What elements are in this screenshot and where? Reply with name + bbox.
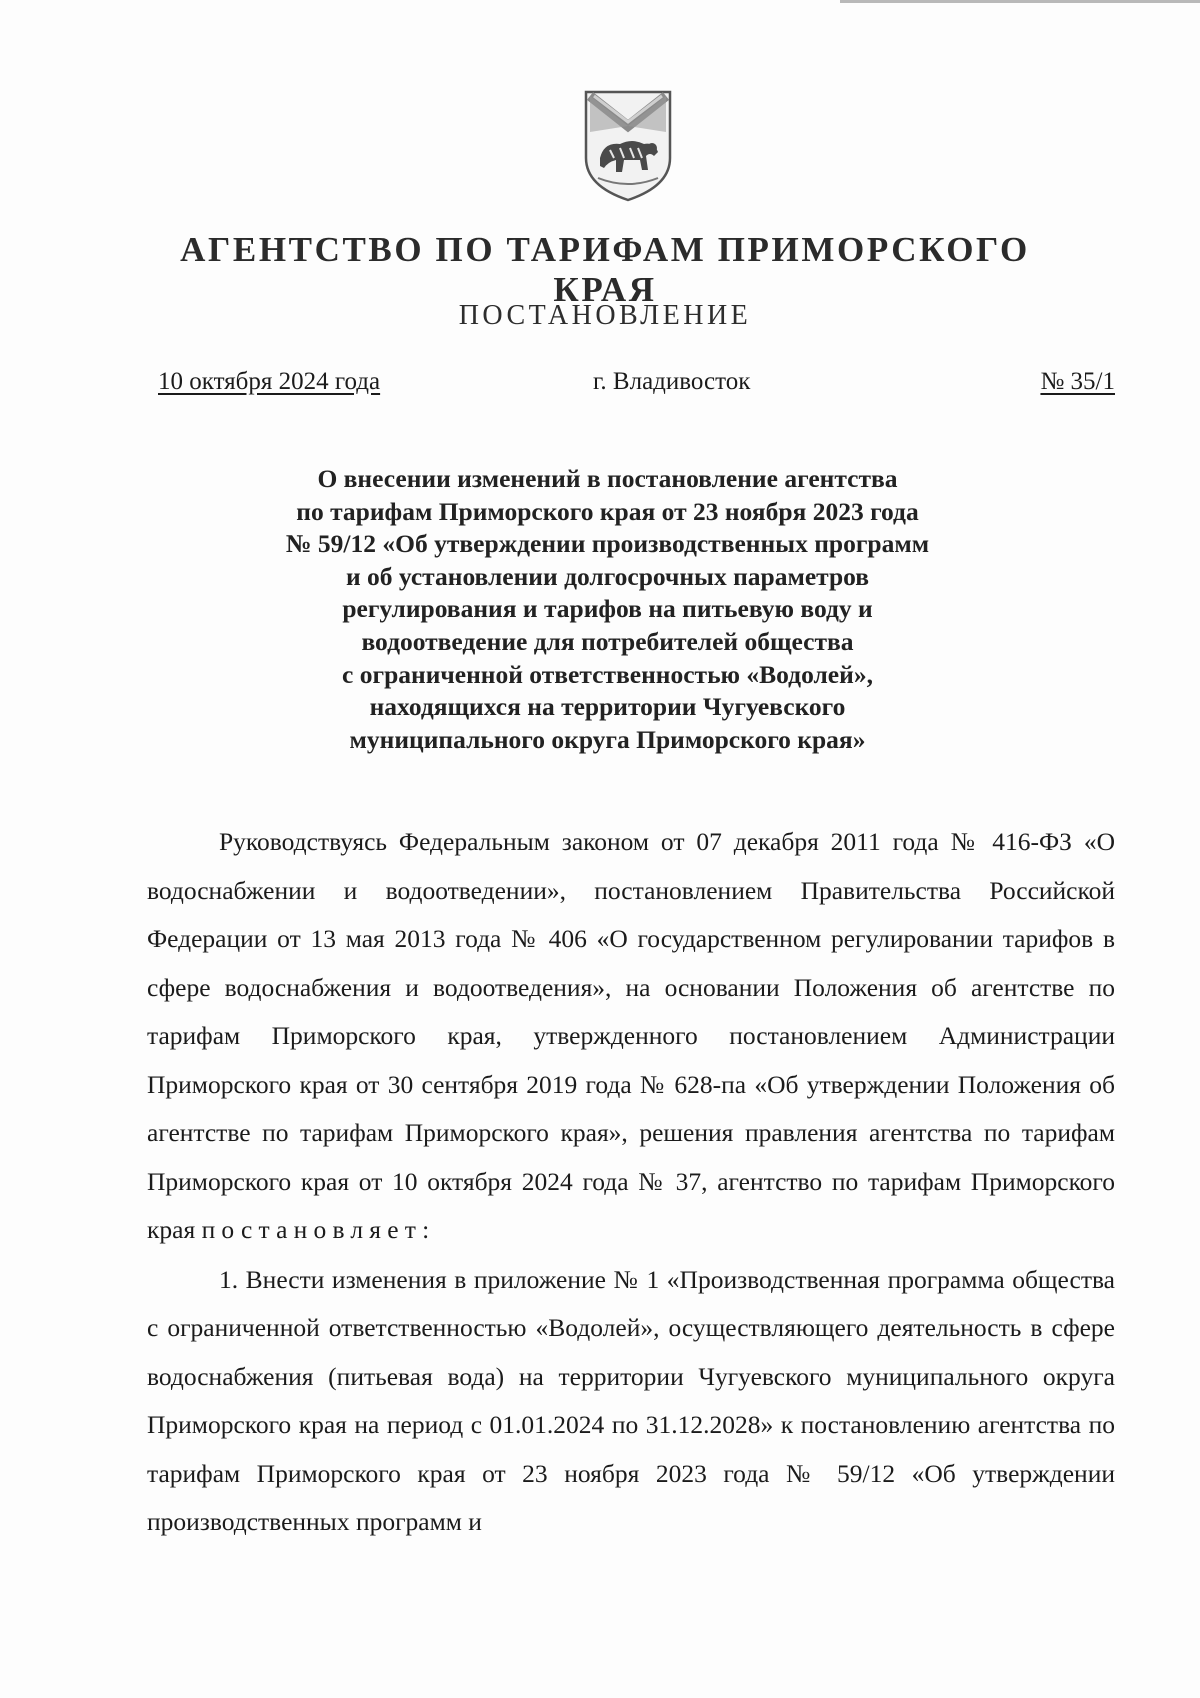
- resolves-word: постановляет: [201, 1215, 423, 1244]
- heading-line: водоотведение для потребителей общества: [361, 626, 854, 656]
- paragraph-item-1: 1. Внести изменения в приложение № 1 «Производственная программа общества с ограниченной ответственностью «Водолей», осуществляющего деятельность в сфере водоснабжения (питьевая вода) на территории Чугуевского муниципального округа Приморского края на период с 01.01.2024 по 31.12.2028» к постановлению агентства по тарифам Приморского края от 23 ноября 2023 года № 59/12 «Об утверждении производственных программ и: [147, 1264, 1115, 1536]
- paragraph-preamble: [147, 818, 1115, 1255]
- heading-line: по тарифам Приморского края от 23 ноября 2023 года: [296, 496, 919, 526]
- heading-line: и об установлении долгосрочных параметров: [345, 561, 870, 591]
- heading-line: регулирования и тарифов на питьевую воду и: [342, 594, 873, 624]
- preamble-colon: :: [422, 1215, 430, 1244]
- document-type: ПОСТАНОВЛЕНИЕ: [458, 300, 752, 331]
- agency-title: АГЕНТСТВО ПО ТАРИФАМ ПРИМОРСКОГО КРАЯ: [180, 230, 1030, 309]
- document-city: г. Владивосток: [593, 368, 751, 395]
- scan-edge-line: [840, 0, 1200, 3]
- document-number: № 35/1: [1040, 368, 1115, 395]
- heading-line: О внесении изменений в постановление агентства: [317, 464, 898, 493]
- document-meta: [155, 368, 1115, 402]
- heading-line: с ограниченной ответственностью «Водолей»,: [342, 659, 873, 689]
- document-heading: [130, 463, 1085, 756]
- primorsky-krai-coat-of-arms-icon: [580, 86, 676, 204]
- heading-line: находящихся на территории Чугуевского: [369, 692, 846, 722]
- document-body: [147, 818, 1115, 1547]
- preamble-text: Руководствуясь Федеральным законом от 07 декабря 2011 года № 416-ФЗ «О водоснабжении и водоотведении», постановлением Правительства Российской Федерации от 13 мая 2013 года № 406 «О государственном регулировании тарифов в сфере водоснабжения и водоотведения», на основании Положения об агентстве по тарифам Приморского края, утвержденного постановлением Администрации Приморского края от 30 сентября 2019 года № 628-па «Об утверждении Положения об агентстве по тарифам Приморского края», решения правления агентства по тарифам Приморского края от 10 октября 2024 года № 37, агентство по тарифам Приморского края: [147, 827, 1115, 1244]
- heading-line: № 59/12 «Об утверждении производственных программ: [285, 529, 930, 559]
- document-date: 10 октября 2024 года: [158, 368, 381, 395]
- heading-line: муниципального округа Приморского края»: [349, 724, 866, 754]
